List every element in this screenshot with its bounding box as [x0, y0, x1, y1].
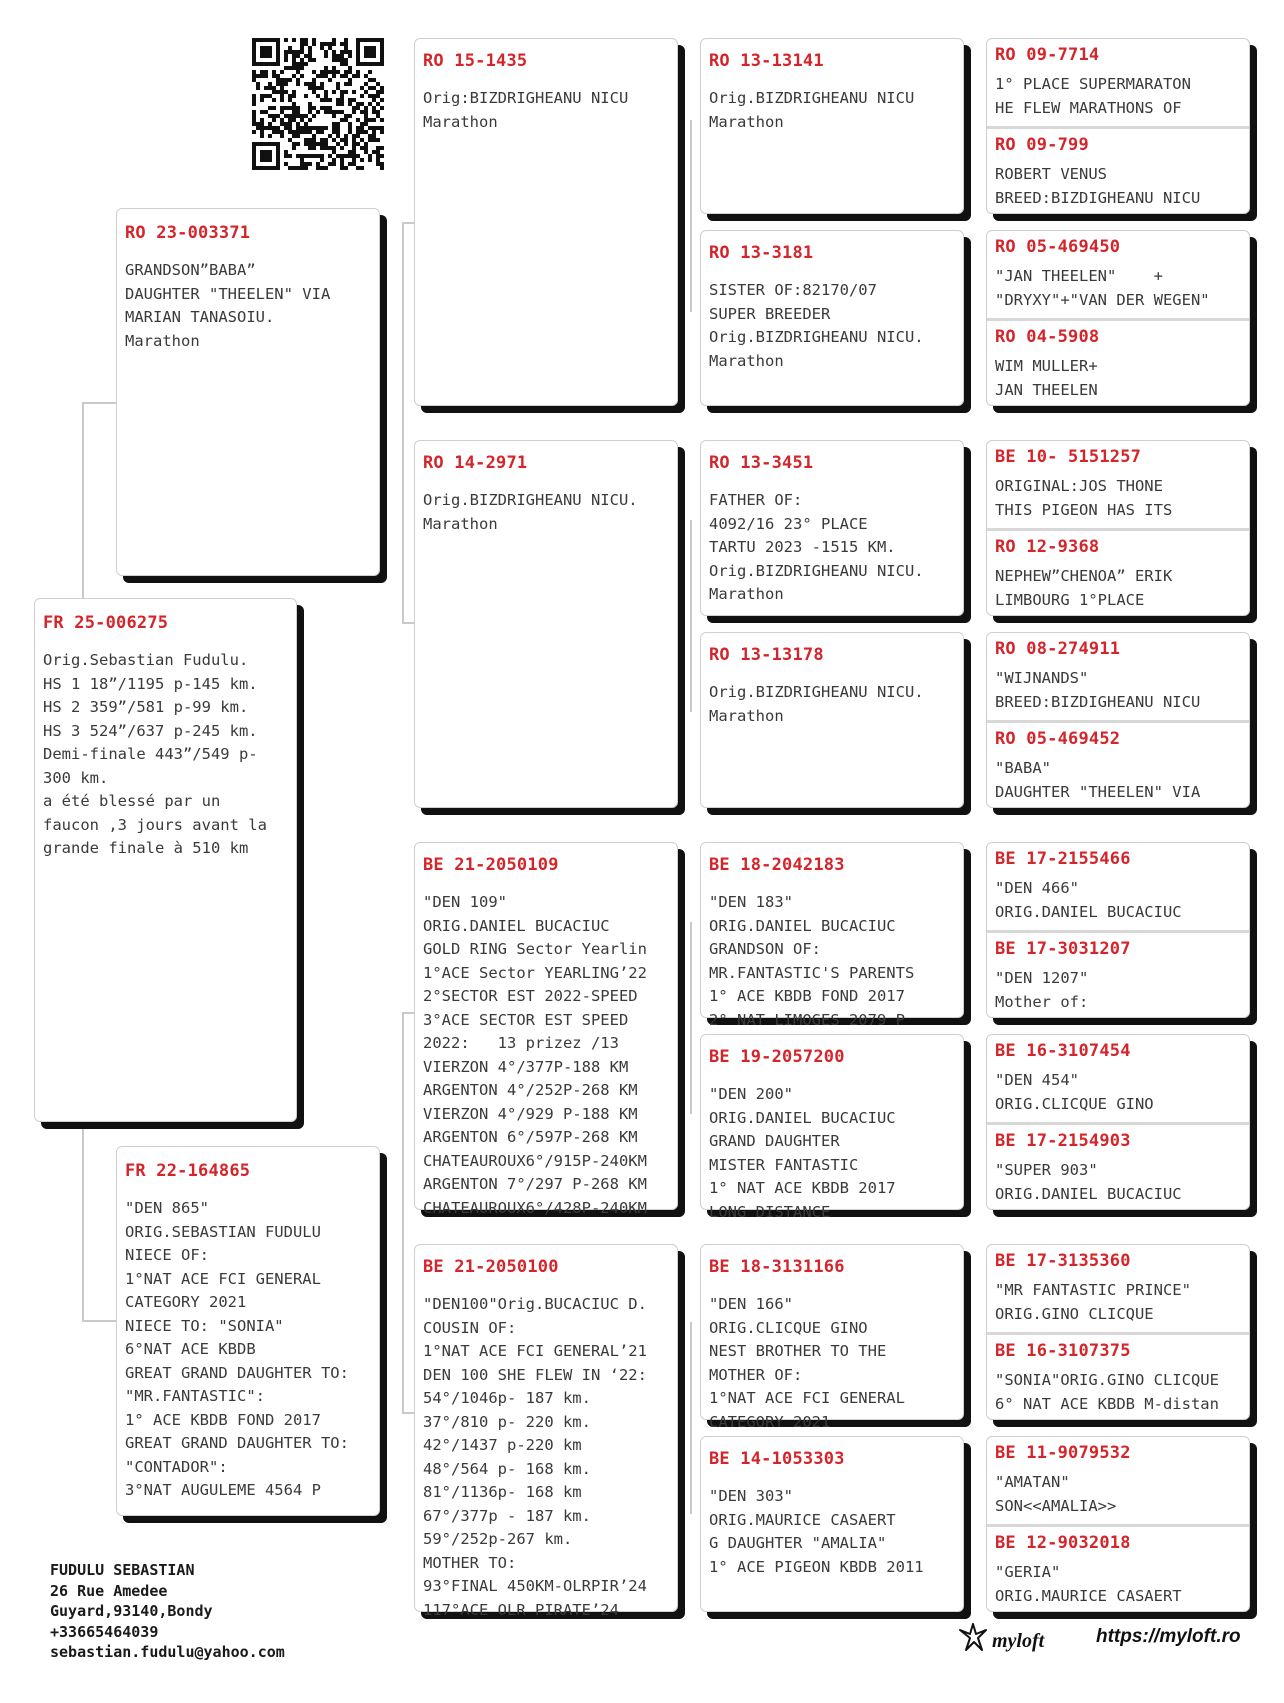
pigeon-description: 1° PLACE SUPERMARATON HE FLEW MARATHONS OF: [995, 75, 1191, 117]
owner-contact: FUDULU SEBASTIAN 26 Rue Amedee Guyard,93140,Bondy +33665464039 sebastian.fudulu@yahoo.com: [50, 1561, 285, 1661]
ring-number: BE 18-3131166: [709, 1257, 845, 1277]
website-link[interactable]: https://myloft.ro: [1096, 1626, 1241, 1647]
pedigree-card-g5-pair-7[interactable]: [986, 1244, 1250, 1420]
ancestor-entry[interactable]: [987, 1035, 1249, 1122]
ring-number: BE 19-2057200: [709, 1047, 845, 1067]
ring-number: BE 14-1053303: [709, 1449, 845, 1469]
ancestor-entry[interactable]: [987, 126, 1249, 213]
ring-number: FR 25-006275: [43, 613, 169, 633]
pigeon-description: "DEN 865" ORIG.SEBASTIAN FUDULU NIECE OF: 1°NAT ACE FCI GENERAL CATEGORY 2021 NIECE TO: "SONIA" 6°NAT ACE KBDB GREAT GRAND DAUGHTER TO: "MR.FANTASTIC": 1° ACE KBDB FOND 2017 GREAT GRAND DAUGHTER TO: "CONTADOR": 3°NAT AUGULEME 4564 P: [125, 1199, 349, 1499]
pedigree-card-g4-8[interactable]: [700, 1436, 964, 1612]
pigeon-description: "DEN 109" ORIG.DANIEL BUCACIUC GOLD RING Sector Yearlin 1°ACE Sector YEARLING’22 2°SECTOR EST 2022-SPEED 3°ACE SECTOR EST SPEED 2022: 13 prizez /13 VIERZON 4°/377P-188 KM ARGENTON 4°/252P-268 KM VIERZON 4°/929 P-188 KM ARGENTON 6°/597P-268 KM CHATEAUROUX6°/915P-240KM ARGENTON 7°/297 P-268 KM CHATEAUROUX6°/428P-240KM: [423, 893, 647, 1217]
ring-number: RO 15-1435: [423, 51, 528, 71]
connector: [402, 1412, 414, 1414]
ring-number: BE 16-3107375: [995, 1341, 1131, 1361]
connector: [690, 1322, 692, 1514]
pigeon-description: NEPHEW”CHENOA” ERIK LIMBOURG 1°PLACE: [995, 567, 1173, 609]
pedigree-card-g5-pair-2[interactable]: [986, 230, 1250, 406]
ring-number: RO 13-3181: [709, 243, 814, 263]
ring-number: RO 09-7714: [995, 45, 1100, 65]
ring-number: BE 21-2050109: [423, 855, 559, 875]
ancestor-entry[interactable]: [987, 720, 1249, 807]
ring-number: BE 17-2154903: [995, 1131, 1131, 1151]
ring-number: RO 13-13178: [709, 645, 824, 665]
ring-number: BE 11-9079532: [995, 1443, 1131, 1463]
ring-number: FR 22-164865: [125, 1161, 251, 1181]
connector: [402, 222, 404, 624]
pedigree-card-dam[interactable]: [116, 1146, 380, 1516]
ring-number: RO 08-274911: [995, 639, 1121, 659]
pedigree-card-g4-3[interactable]: [700, 440, 964, 616]
pigeon-description: "JAN THEELEN" + "DRYXY"+"VAN DER WEGEN": [995, 267, 1210, 309]
pigeon-description: "BABA" DAUGHTER "THEELEN" VIA: [995, 759, 1201, 801]
pigeon-description: "DEN100"Orig.BUCACIUC D. COUSIN OF: 1°NAT ACE FCI GENERAL’21 DEN 100 SHE FLEW IN ‘22: 54°/1046p- 187 km. 37°/810 p- 220 km. 42°/1437 p-220 km 48°/564 p- 168 km. 81°/1136p- 168 km 67°/377p - 187 km. 59°/252p-267 km. MOTHER TO: 93°FINAL 450KM-OLRPIR’24 117°ACE OLR PIRATE’24: [423, 1295, 647, 1619]
pigeon-description: Orig.BIZDRIGHEANU NICU. Marathon: [423, 491, 638, 533]
ring-number: BE 21-2050100: [423, 1257, 559, 1277]
pedigree-card-g5-pair-6[interactable]: [986, 1034, 1250, 1210]
pedigree-card-g5-pair-4[interactable]: [986, 632, 1250, 808]
pigeon-description: "GERIA" ORIG.MAURICE CASAERT: [995, 1563, 1182, 1605]
pigeon-description: "AMATAN" SON<<AMALIA>>: [995, 1473, 1117, 1515]
ancestor-entry[interactable]: [987, 231, 1249, 318]
ancestor-entry[interactable]: [987, 930, 1249, 1017]
pigeon-description: Orig.Sebastian Fudulu. HS 1 18”/1195 p-145 km. HS 2 359”/581 p-99 km. HS 3 524”/637 p-245 km. Demi-finale 443”/549 p- 300 km. a été blessé par un faucon ,3 jours avant la grande finale à 510 km: [43, 651, 267, 857]
pigeon-description: FATHER OF: 4092/16 23° PLACE TARTU 2023 -1515 KM. Orig.BIZDRIGHEANU NICU. Marathon: [709, 491, 924, 603]
pedigree-card-g3-1[interactable]: [414, 38, 678, 406]
pedigree-card-g4-4[interactable]: [700, 632, 964, 808]
ring-number: RO 05-469450: [995, 237, 1121, 257]
pedigree-card-g4-1[interactable]: [700, 38, 964, 214]
connector: [82, 402, 116, 404]
ring-number: BE 18-2042183: [709, 855, 845, 875]
ancestor-entry[interactable]: [987, 318, 1249, 405]
ring-number: RO 14-2971: [423, 453, 528, 473]
pedigree-card-g4-5[interactable]: [700, 842, 964, 1029]
pigeon-description: "DEN 183" ORIG.DANIEL BUCACIUC GRANDSON OF: MR.FANTASTIC'S PARENTS 1° ACE KBDB FOND 2017 2° NAT LIMOGES 2079 P: [709, 893, 915, 1029]
pigeon-description: Orig:BIZDRIGHEANU NICU Marathon: [423, 89, 629, 131]
pigeon-description: SISTER OF:82170/07 SUPER BREEDER Orig.BIZDRIGHEANU NICU. Marathon: [709, 281, 924, 370]
pigeon-description: "DEN 166" ORIG.CLICQUE GINO NEST BROTHER TO THE MOTHER OF: 1°NAT ACE FCI GENERAL CATEGORY 2021: [709, 1295, 905, 1431]
ancestor-entry[interactable]: [987, 633, 1249, 720]
ring-number: RO 23-003371: [125, 223, 251, 243]
pigeon-description: "SUPER 903" ORIG.DANIEL BUCACIUC: [995, 1161, 1182, 1203]
connector: [402, 622, 414, 624]
ancestor-entry[interactable]: [987, 441, 1249, 528]
pedigree-card-sire[interactable]: [116, 208, 380, 576]
pedigree-card-g5-pair-5[interactable]: [986, 842, 1250, 1018]
ring-number: BE 10- 5151257: [995, 447, 1142, 467]
pigeon-description: WIM MULLER+ JAN THEELEN: [995, 357, 1098, 399]
pedigree-card-g4-6[interactable]: [700, 1034, 964, 1221]
pigeon-description: Orig.BIZDRIGHEANU NICU. Marathon: [709, 683, 924, 725]
connector: [402, 222, 414, 224]
connector: [690, 922, 692, 1114]
ring-number: BE 17-3031207: [995, 939, 1131, 959]
pedigree-card-g3-2[interactable]: [414, 440, 678, 808]
pedigree-card-g3-3[interactable]: [414, 842, 678, 1217]
pedigree-card-g4-2[interactable]: [700, 230, 964, 406]
pedigree-card-subject[interactable]: [34, 598, 297, 1122]
ring-number: RO 13-3451: [709, 453, 814, 473]
pedigree-card-g5-pair-3[interactable]: [986, 440, 1250, 616]
ring-number: BE 17-2155466: [995, 849, 1131, 869]
connector: [402, 1012, 404, 1414]
ring-number: BE 17-3135360: [995, 1251, 1131, 1271]
ancestor-entry[interactable]: [987, 528, 1249, 615]
pigeon-description: "DEN 466" ORIG.DANIEL BUCACIUC: [995, 879, 1182, 921]
pigeon-description: Orig.BIZDRIGHEANU NICU Marathon: [709, 89, 915, 131]
ancestor-entry[interactable]: [987, 1245, 1249, 1332]
ring-number: BE 12-9032018: [995, 1533, 1131, 1553]
qr-code: [252, 38, 384, 170]
pedigree-card-g4-7[interactable]: [700, 1244, 964, 1431]
pigeon-description: "DEN 454" ORIG.CLICQUE GINO: [995, 1071, 1154, 1113]
myloft-logo-icon: [956, 1620, 1076, 1660]
connector: [690, 520, 692, 712]
pigeon-description: "DEN 303" ORIG.MAURICE CASAERT G DAUGHTER "AMALIA" 1° ACE PIGEON KBDB 2011: [709, 1487, 924, 1576]
ring-number: RO 12-9368: [995, 537, 1100, 557]
ring-number: RO 09-799: [995, 135, 1089, 155]
pedigree-card-g5-pair-8[interactable]: [986, 1436, 1250, 1612]
ancestor-entry[interactable]: [987, 843, 1249, 930]
pigeon-description: "WIJNANDS" BREED:BIZDIGHEANU NICU: [995, 669, 1201, 711]
ancestor-entry[interactable]: [987, 1332, 1249, 1419]
ring-number: RO 13-13141: [709, 51, 824, 71]
ancestor-entry[interactable]: [987, 1437, 1249, 1524]
pigeon-description: ROBERT VENUS BREED:BIZDIGHEANU NICU: [995, 165, 1201, 207]
pigeon-description: "MR FANTASTIC PRINCE" ORIG.GINO CLICQUE: [995, 1281, 1191, 1323]
pigeon-description: "DEN 200" ORIG.DANIEL BUCACIUC GRAND DAUGHTER MISTER FANTASTIC 1° NAT ACE KBDB 2017 LONG DISTANCE: [709, 1085, 896, 1221]
svg-text:myloft: myloft: [992, 1630, 1045, 1652]
ring-number: BE 16-3107454: [995, 1041, 1131, 1061]
pigeon-description: GRANDSON”BABA” DAUGHTER "THEELEN" VIA MARIAN TANASOIU. Marathon: [125, 261, 331, 350]
ring-number: RO 05-469452: [995, 729, 1121, 749]
ring-number: RO 04-5908: [995, 327, 1100, 347]
ancestor-entry[interactable]: [987, 1122, 1249, 1209]
pedigree-card-g5-pair-1[interactable]: [986, 38, 1250, 214]
pigeon-description: "SONIA"ORIG.GINO CLICQUE 6° NAT ACE KBDB M-distan: [995, 1371, 1219, 1413]
connector: [82, 1320, 116, 1322]
connector: [402, 1012, 414, 1014]
pedigree-card-g3-4[interactable]: [414, 1244, 678, 1619]
pigeon-description: ORIGINAL:JOS THONE THIS PIGEON HAS ITS: [995, 477, 1173, 519]
ancestor-entry[interactable]: [987, 39, 1249, 126]
pigeon-description: "DEN 1207" Mother of:: [995, 969, 1089, 1011]
ancestor-entry[interactable]: [987, 1524, 1249, 1611]
connector: [690, 120, 692, 312]
